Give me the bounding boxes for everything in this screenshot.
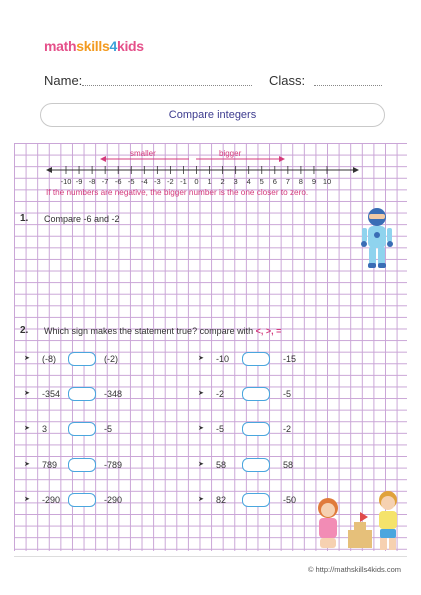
left-value-b: -290: [104, 495, 123, 505]
right-answer-box[interactable]: [242, 493, 270, 507]
left-answer-box[interactable]: [68, 493, 96, 507]
axis-left-arrow: [46, 167, 52, 173]
footer-divider: [14, 556, 407, 557]
name-label: Name:: [44, 73, 83, 88]
left-answer-box[interactable]: [68, 387, 96, 401]
class-label: Class:: [269, 73, 306, 88]
left-value-a: -354: [42, 389, 61, 399]
right-value-a: -10: [216, 354, 230, 364]
right-answer-box[interactable]: [242, 387, 270, 401]
row-bullet-right: ➤: [198, 425, 204, 432]
left-value-a: 789: [42, 460, 58, 470]
number-line: [0, 0, 421, 200]
row-bullet-right: ➤: [198, 390, 204, 397]
left-value-a: 3: [42, 424, 48, 434]
tick-label: 1: [207, 177, 212, 186]
row-bullet-right: ➤: [198, 461, 204, 468]
right-answer-box[interactable]: [242, 458, 270, 472]
q2-number: 2.: [20, 325, 29, 336]
tick-label: 2: [220, 177, 225, 186]
tick-label: -8: [88, 177, 96, 186]
right-value-b: -15: [283, 354, 297, 364]
row-bullet-left: ➤: [24, 390, 30, 397]
tick-label: -3: [154, 177, 161, 186]
smaller-arrow-head: [100, 156, 106, 162]
right-value-b: -2: [283, 424, 292, 434]
tick-label: -5: [127, 177, 135, 186]
q2-signs: <, >, =: [255, 326, 282, 336]
kids-sandcastle-illustration: [308, 486, 408, 556]
right-value-a: 58: [216, 460, 227, 470]
bigger-label: bigger: [219, 149, 242, 158]
footer-url[interactable]: © http://mathskills4kids.com: [307, 565, 401, 574]
right-value-a: -2: [216, 389, 225, 399]
row-bullet-left: ➤: [24, 461, 30, 468]
left-answer-box[interactable]: [68, 422, 96, 436]
tick-label: -9: [75, 177, 83, 186]
bigger-arrow-head: [279, 156, 285, 162]
row-bullet-left: ➤: [24, 425, 30, 432]
row-bullet-left: ➤: [24, 496, 30, 503]
superhero-illustration: [354, 205, 400, 271]
tick-label: -10: [60, 177, 72, 186]
page-title: Compare integers: [40, 103, 385, 127]
tick-label: 7: [285, 177, 290, 186]
tick-label: 0: [194, 177, 199, 186]
left-answer-box[interactable]: [68, 352, 96, 366]
right-answer-box[interactable]: [242, 352, 270, 366]
tick-label: 9: [311, 177, 317, 186]
row-bullet-right: ➤: [198, 496, 204, 503]
tick-label: -6: [114, 177, 122, 186]
q2-text: Which sign makes the statement true? compare with <, >, =: [44, 326, 282, 336]
right-value-b: 58: [283, 460, 294, 470]
q1-text: Compare -6 and -2: [44, 214, 120, 224]
axis-ticks: [66, 166, 327, 174]
left-value-b: -348: [104, 389, 123, 399]
tick-label: 6: [272, 177, 277, 186]
q1-number: 1.: [20, 213, 29, 224]
smaller-label: smaller: [130, 149, 156, 158]
right-answer-box[interactable]: [242, 422, 270, 436]
tick-label: 10: [322, 177, 332, 186]
tick-label: 4: [246, 177, 251, 186]
tick-label: -2: [167, 177, 174, 186]
right-value-b: -5: [283, 389, 292, 399]
left-value-b: -789: [104, 460, 123, 470]
row-bullet-right: ➤: [198, 355, 204, 362]
left-value-a: -290: [42, 495, 61, 505]
tick-label: 5: [259, 177, 264, 186]
number-line-note: If the numbers are negative, the bigger number is the one closer to zero.: [46, 188, 309, 197]
right-value-b: -50: [283, 495, 297, 505]
left-value-b: (-2): [104, 354, 118, 364]
tick-label: -7: [101, 177, 109, 186]
left-value-a: (-8): [42, 354, 56, 364]
tick-label: 8: [298, 177, 303, 186]
tick-label: -1: [180, 177, 187, 186]
right-value-a: -5: [216, 424, 225, 434]
tick-label: -4: [140, 177, 148, 186]
right-value-a: 82: [216, 495, 227, 505]
tick-label: 3: [233, 177, 238, 186]
site-logo: mathskills4kids: [44, 38, 144, 54]
left-answer-box[interactable]: [68, 458, 96, 472]
row-bullet-left: ➤: [24, 355, 30, 362]
axis-right-arrow: [353, 167, 359, 173]
left-value-b: -5: [104, 424, 113, 434]
